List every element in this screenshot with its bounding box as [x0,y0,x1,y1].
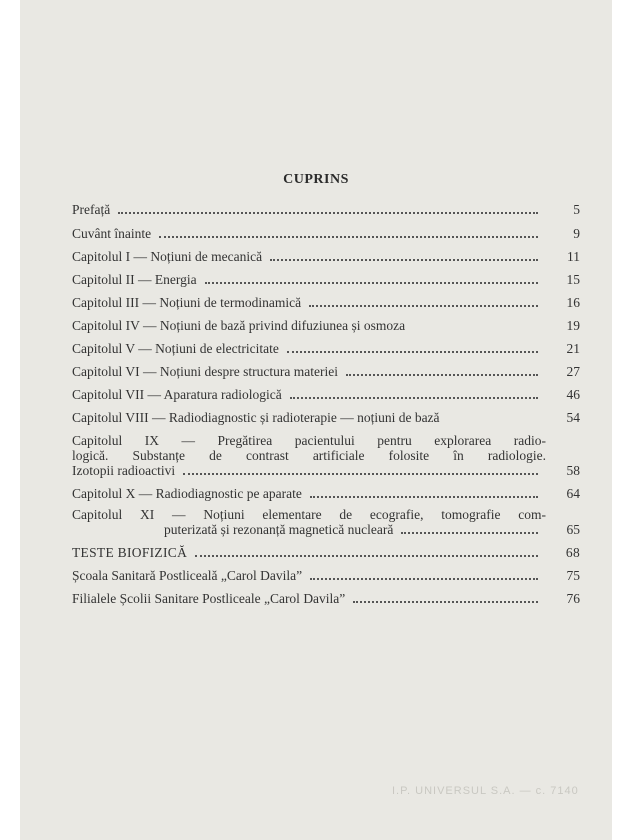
toc-entry [72,387,580,402]
dot-leader [310,496,538,498]
toc-entry-multiline [72,433,580,478]
toc-entry-line: Izotopii radioactivi [72,463,176,478]
toc-entry-label: Capitolul I — Noțiuni de mecanică [72,249,263,264]
dot-leader [353,601,538,603]
toc-entry-page: 27 [566,364,580,379]
toc-entry [72,545,580,560]
toc-entry [72,410,580,425]
dot-leader [195,555,538,557]
dot-leader [448,420,538,422]
toc-entry-line: Capitolul XI — Noțiuni elementare de ecografie, tomografie com- [72,507,546,522]
book-page [20,0,612,840]
dot-leader [183,473,538,475]
toc-entry-page: 19 [566,318,580,333]
toc-entry-line: Capitolul IX — Pregătirea pacientului pentru explorarea radio- [72,433,546,448]
toc-entry-label: Cuvânt înainte [72,226,152,241]
toc-entry-page: 21 [566,341,580,356]
toc-entry-page: 9 [573,226,580,241]
toc-entry-body [72,433,546,478]
toc-entry-label: Filialele Școlii Sanitare Postliceale „Carol Davila” [72,591,346,606]
dot-leader [346,374,538,376]
dot-leader [287,351,538,353]
toc-entry-multiline [72,507,580,537]
toc-entry-label: Capitolul X — Radiodiagnostic pe aparate [72,486,302,501]
dot-leader [118,212,538,214]
toc-entry-label: Capitolul VII — Aparatura radiologică [72,387,282,402]
page-title: CUPRINS [283,172,349,187]
dot-leader [413,328,538,330]
toc-entry-page: 54 [566,410,580,425]
toc-entry-label: Prefață [72,202,111,217]
dot-leader [309,305,538,307]
toc-entry-page: 58 [566,463,580,478]
dot-leader [310,578,538,580]
toc-entry [72,202,580,217]
toc-entry-page: 68 [565,545,580,560]
toc-entry [72,364,580,379]
toc-entry-label: TESTE BIOFIZICĂ [72,545,188,560]
toc-entry-body [72,507,546,537]
toc-entry-page: 75 [566,568,580,583]
toc-entry-page: 76 [566,591,580,606]
toc-entry-last-line [72,522,546,537]
toc-entry [72,568,580,583]
toc-entry-page: 65 [566,522,580,537]
toc-entry [72,226,580,241]
toc-entry [72,341,580,356]
dot-leader [159,236,538,238]
toc-entry [72,318,580,333]
toc-entry-line: puterizată și rezonanță magnetică nucleară [164,522,394,537]
printer-mark: I.P. UNIVERSUL S.A. — c. 7140 [392,785,579,797]
toc-entry-label: Capitolul VI — Noțiuni despre structura materiei [72,364,338,379]
toc-entry-label: Capitolul V — Noțiuni de electricitate [72,341,279,356]
toc-entry [72,272,580,287]
toc-entry [72,486,580,501]
dot-leader [290,397,538,399]
dot-leader [270,259,538,261]
toc-entry-page: 46 [566,387,580,402]
toc-entry [72,249,580,264]
toc-entry-line: logică. Substanțe de contrast artificiale folosite în radiologie. [72,448,546,463]
toc-entry-label: Capitolul VIII — Radiodiagnostic și radioterapie — noțiuni de bază [72,410,440,425]
table-of-contents [72,202,580,606]
toc-entry-label: Capitolul III — Noțiuni de termodinamică [72,295,302,310]
toc-entry-page: 5 [573,202,580,217]
dot-leader [205,282,538,284]
toc-entry-page: 15 [566,272,580,287]
toc-entry-label: Școala Sanitară Postliceală „Carol Davila” [72,568,303,583]
dot-leader [401,532,538,534]
toc-entry-page: 16 [566,295,580,310]
toc-entry-page: 64 [566,486,580,501]
toc-entry-label: Capitolul II — Energia [72,272,197,287]
toc-entry-label: Capitolul IV — Noțiuni de bază privind difuziunea și osmoza [72,318,406,333]
toc-entry-last-line [72,463,546,478]
toc-entry [72,591,580,606]
toc-entry-page: 11 [567,249,580,264]
toc-entry [72,295,580,310]
